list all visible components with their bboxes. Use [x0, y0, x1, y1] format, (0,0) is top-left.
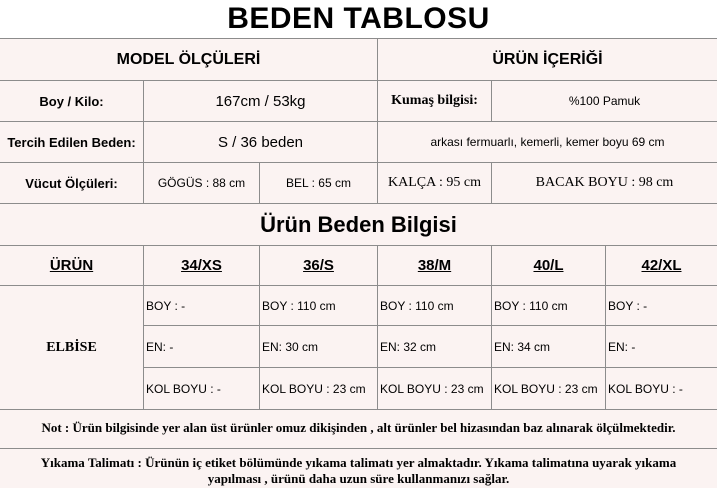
preferred-size-label: Tercih Edilen Beden: — [7, 134, 136, 150]
size-cell-boy-40: BOY : 110 cm — [494, 298, 568, 313]
size-cell-kol-34: KOL BOYU : - — [146, 381, 221, 396]
page-title: BEDEN TABLOSU — [0, 0, 717, 38]
size-section-title: Ürün Beden Bilgisi — [260, 211, 457, 237]
size-cell-boy-36: BOY : 110 cm — [262, 298, 336, 313]
product-content-header: ÜRÜN İÇERİĞİ — [492, 50, 603, 68]
body-measurements-label: Vücut Ölçüleri: — [25, 175, 118, 191]
size-header-product: ÜRÜN — [49, 257, 94, 274]
size-cell-boy-38: BOY : 110 cm — [380, 298, 454, 313]
waist-measurement: BEL : 65 cm — [286, 176, 351, 190]
size-cell-kol-36: KOL BOYU : 23 cm — [262, 381, 366, 396]
chest-measurement: GÖGÜS : 88 cm — [157, 176, 246, 190]
product-details: arkası fermuarlı, kemerli, kemer boyu 69 cm — [430, 135, 665, 149]
height-weight-label: Boy / Kilo: — [39, 93, 104, 109]
fabric-label: Kumaş bilgisi: — [391, 93, 478, 108]
size-cell-en-42: EN: - — [608, 339, 636, 354]
size-cell-en-40: EN: 34 cm — [494, 339, 551, 354]
model-measurements-header: MODEL ÖLÇÜLERİ — [116, 50, 261, 68]
preferred-size-value: S / 36 beden — [217, 133, 304, 151]
size-cell-kol-38: KOL BOYU : 23 cm — [380, 381, 484, 396]
size-cell-kol-40: KOL BOYU : 23 cm — [494, 381, 598, 396]
hip-measurement: KALÇA : 95 cm — [388, 175, 481, 190]
height-weight-value: 167cm / 53kg — [215, 92, 306, 110]
size-cell-boy-34: BOY : - — [146, 298, 186, 313]
size-header-34-xs: 34/XS — [181, 257, 222, 274]
measurement-note: Not : Ürün bilgisinde yer alan üst ürünler omuz dikişinden , alt ürünler bel hizasından baz alınarak ölçülmektedir. — [41, 420, 676, 435]
size-header-40-l: 40/L — [533, 257, 564, 274]
size-header-38-m: 38/M — [417, 257, 452, 274]
size-header-42-xl: 42/XL — [641, 257, 682, 274]
size-cell-en-38: EN: 32 cm — [380, 339, 437, 354]
product-name: ELBİSE — [46, 339, 97, 355]
leg-length-measurement: BACAK BOYU : 98 cm — [535, 175, 674, 190]
size-cell-en-36: EN: 30 cm — [262, 339, 319, 354]
washing-instruction-line-2: yapılması , ürünü daha uzun süre kullanmanızı sağlar. — [207, 471, 510, 486]
divider — [0, 448, 717, 449]
size-cell-en-34: EN: - — [146, 339, 174, 354]
size-cell-boy-42: BOY : - — [608, 298, 648, 313]
size-cell-kol-42: KOL BOYU : - — [608, 381, 683, 396]
washing-instruction-line-1: Yıkama Talimatı : Ürünün iç etiket bölümünde yıkama talimatı yer almaktadır. Yıkama talimatına uyarak yıkama — [40, 455, 677, 470]
divider — [0, 409, 717, 410]
size-header-36-s: 36/S — [303, 257, 334, 274]
fabric-value: %100 Pamuk — [568, 94, 641, 108]
